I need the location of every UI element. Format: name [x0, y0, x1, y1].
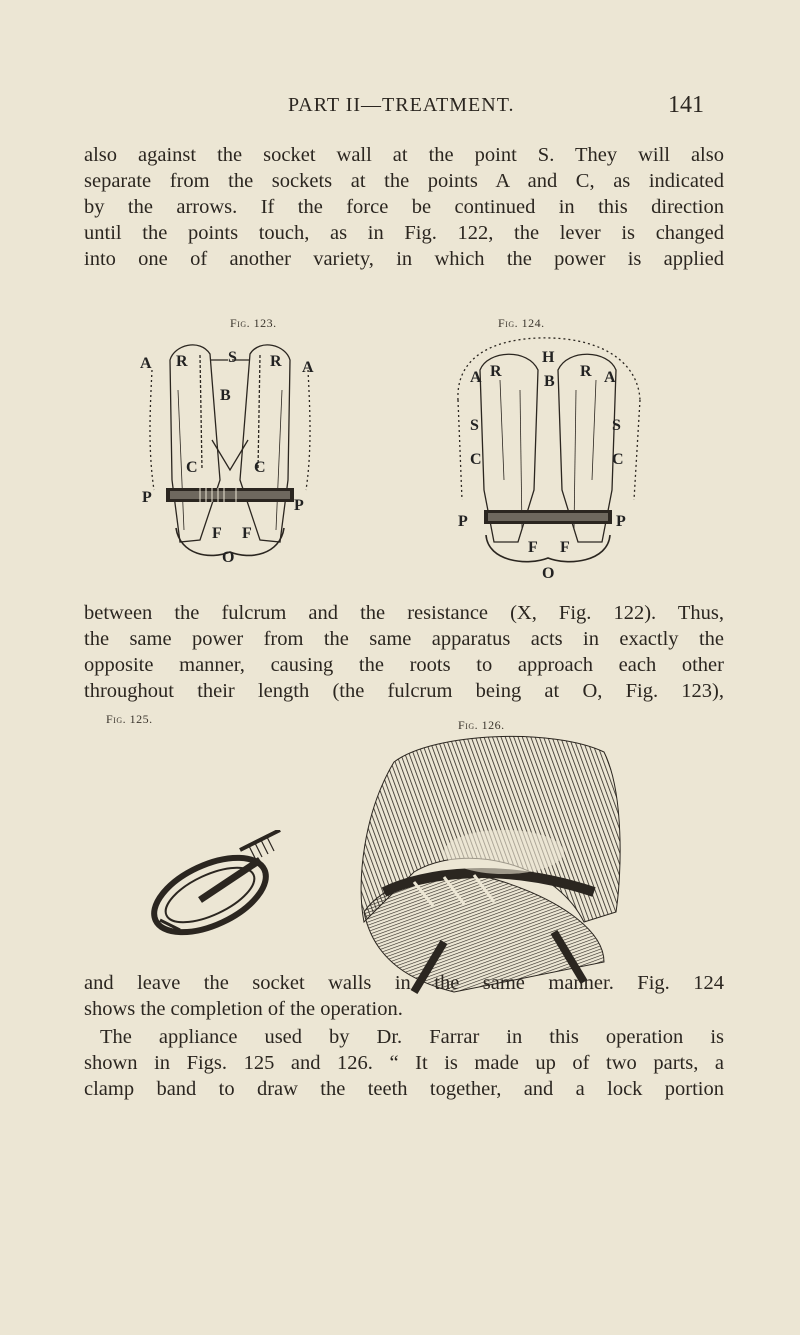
svg-text:B: B — [544, 373, 555, 390]
paragraph-3 — [84, 970, 724, 1022]
text-line: shown in Figs. 125 and 126. “ It is made up of two parts, a — [84, 1052, 724, 1074]
svg-text:O: O — [542, 565, 555, 582]
svg-text:R: R — [176, 353, 188, 370]
running-head: PART II—TREATMENT. — [288, 94, 515, 116]
svg-text:P: P — [294, 497, 304, 514]
svg-text:P: P — [458, 513, 468, 530]
svg-text:C: C — [186, 459, 198, 476]
fig-123-illustration — [140, 330, 320, 580]
fig-124-illustration — [448, 330, 648, 590]
fig-126-illustration — [354, 732, 644, 1002]
text-line: clamp band to draw the teeth together, and a lock portion — [84, 1078, 724, 1100]
svg-text:S: S — [470, 417, 479, 434]
svg-text:C: C — [254, 459, 266, 476]
svg-text:R: R — [270, 353, 282, 370]
svg-text:S: S — [612, 417, 621, 434]
text-line: opposite manner, causing the roots to approach each other — [84, 654, 724, 676]
svg-text:P: P — [142, 489, 152, 506]
svg-text:F: F — [560, 539, 570, 556]
paragraph-1 — [84, 142, 724, 272]
text-line: until the points touch, as in Fig. 122, the lever is changed — [84, 222, 724, 244]
text-line: the same power from the same apparatus acts in exactly the — [84, 628, 724, 650]
svg-text:A: A — [604, 369, 616, 386]
fig-124-caption: Fig. 124. — [498, 316, 545, 330]
svg-text:S: S — [228, 349, 237, 366]
fig-125-caption: Fig. 125. — [106, 712, 153, 726]
svg-text:F: F — [528, 539, 538, 556]
text-line: between the fulcrum and the resistance (X, Fig. 122). Thus, — [84, 602, 724, 624]
svg-text:R: R — [580, 363, 592, 380]
svg-text:A: A — [470, 369, 482, 386]
svg-text:H: H — [542, 349, 555, 366]
text-line: throughout their length (the fulcrum being at O, Fig. 123), — [84, 680, 724, 702]
svg-text:B: B — [220, 387, 231, 404]
text-line: by the arrows. If the force be continued in this direction — [84, 196, 724, 218]
text-line: and leave the socket walls in the same manner. Fig. 124 — [84, 972, 724, 994]
svg-text:F: F — [212, 525, 222, 542]
paragraph-2 — [84, 600, 724, 704]
svg-text:C: C — [612, 451, 624, 468]
page-header — [0, 92, 800, 122]
page-number: 141 — [668, 92, 704, 118]
text-line: separate from the sockets at the points A and C, as indicated — [84, 170, 724, 192]
svg-text:C: C — [470, 451, 482, 468]
text-line: also against the socket wall at the point S. They will also — [84, 144, 724, 166]
svg-text:R: R — [490, 363, 502, 380]
svg-text:P: P — [616, 513, 626, 530]
svg-text:A: A — [140, 355, 152, 372]
svg-text:A: A — [302, 359, 314, 376]
svg-text:O: O — [222, 549, 235, 566]
text-line: shows the completion of the operation. — [84, 998, 403, 1020]
fig-125-illustration — [140, 830, 310, 940]
text-line: The appliance used by Dr. Farrar in this operation is — [100, 1026, 724, 1048]
text-line: into one of another variety, in which the power is applied — [84, 248, 724, 270]
fig-126-caption: Fig. 126. — [458, 718, 505, 732]
svg-text:F: F — [242, 525, 252, 542]
fig-123-caption: Fig. 123. — [230, 316, 277, 330]
paragraph-4 — [84, 1024, 724, 1102]
